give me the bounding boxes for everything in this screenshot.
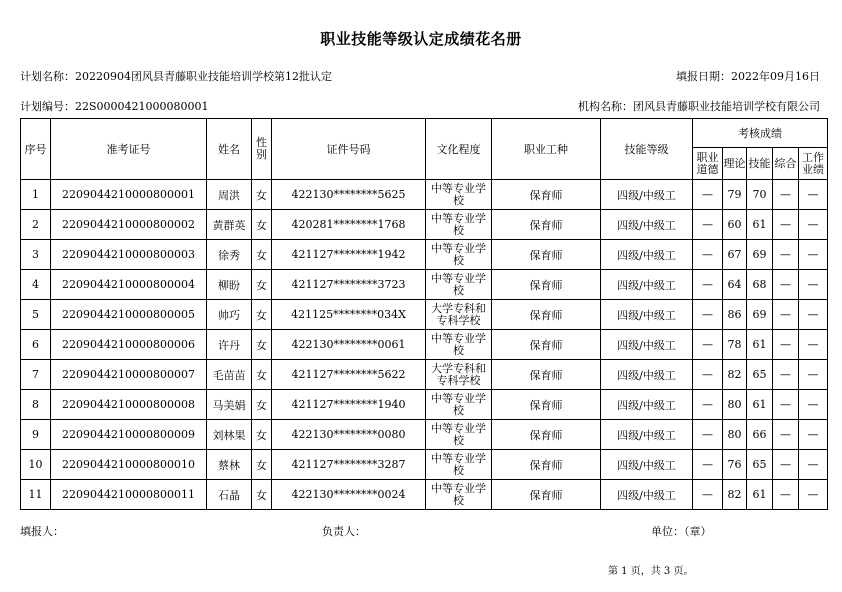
cell-seq: 6	[21, 330, 51, 360]
plan-number: 计划编号：22S000042100008000​1	[20, 100, 209, 113]
cell-education: 中等专业学校	[426, 390, 492, 420]
organization-name: 机构名称：团风县青藤职业技能培训学校有限公司	[578, 100, 820, 113]
cell-gender: 女	[252, 420, 272, 450]
cell-education: 中等专业学校	[426, 210, 492, 240]
cell-work-performance: —	[799, 240, 828, 270]
cell-composite: —	[773, 180, 799, 210]
header-id-number: 证件号码	[272, 119, 426, 180]
cell-skill-level: 四级/中级工	[601, 240, 693, 270]
cell-work-performance: —	[799, 180, 828, 210]
cell-occupation: 保育师	[492, 390, 601, 420]
cell-seq: 9	[21, 420, 51, 450]
cell-composite: —	[773, 360, 799, 390]
cell-work-performance: —	[799, 300, 828, 330]
cell-ethics: —	[693, 300, 723, 330]
table-row	[21, 360, 828, 390]
cell-gender: 女	[252, 180, 272, 210]
cell-occupation: 保育师	[492, 360, 601, 390]
cell-exam-number: 2209044210000800004	[51, 270, 207, 300]
report-date: 填报日期：2022年09月16日	[676, 70, 820, 83]
cell-seq: 1	[21, 180, 51, 210]
table-row	[21, 240, 828, 270]
cell-composite: —	[773, 390, 799, 420]
cell-skill: 61	[747, 210, 773, 240]
cell-theory: 80	[723, 390, 747, 420]
cell-gender: 女	[252, 480, 272, 510]
cell-name: 石晶	[207, 480, 252, 510]
cell-ethics: —	[693, 360, 723, 390]
header-skill-level: 技能等级	[601, 119, 693, 180]
cell-id-number: 421127********3723	[272, 270, 426, 300]
cell-skill-level: 四级/中级工	[601, 480, 693, 510]
table-row	[21, 270, 828, 300]
cell-skill: 66	[747, 420, 773, 450]
cell-work-performance: —	[799, 360, 828, 390]
cell-education: 中等专业学校	[426, 480, 492, 510]
cell-seq: 7	[21, 360, 51, 390]
cell-gender: 女	[252, 330, 272, 360]
cell-composite: —	[773, 450, 799, 480]
cell-skill: 61	[747, 390, 773, 420]
cell-composite: —	[773, 300, 799, 330]
cell-skill: 70	[747, 180, 773, 210]
cell-work-performance: —	[799, 480, 828, 510]
cell-work-performance: —	[799, 330, 828, 360]
cell-skill: 61	[747, 480, 773, 510]
header-assessment-scores: 考核成绩	[693, 119, 828, 148]
unit-seal-label: 单位：（章）	[651, 525, 712, 538]
header-skill: 技能	[747, 148, 773, 180]
cell-skill: 69	[747, 300, 773, 330]
cell-skill-level: 四级/中级工	[601, 210, 693, 240]
cell-name: 蔡林	[207, 450, 252, 480]
cell-id-number: 422130********0024	[272, 480, 426, 510]
cell-education: 中等专业学校	[426, 450, 492, 480]
cell-seq: 4	[21, 270, 51, 300]
cell-education: 中等专业学校	[426, 420, 492, 450]
cell-exam-number: 2209044210000800001	[51, 180, 207, 210]
cell-education: 大学专科和专科学校	[426, 300, 492, 330]
table-row	[21, 300, 828, 330]
cell-ethics: —	[693, 420, 723, 450]
cell-id-number: 420281********1768	[272, 210, 426, 240]
header-education: 文化程度	[426, 119, 492, 180]
cell-exam-number: 2209044210000800006	[51, 330, 207, 360]
cell-education: 大学专科和专科学校	[426, 360, 492, 390]
cell-work-performance: —	[799, 420, 828, 450]
cell-name: 黄群英	[207, 210, 252, 240]
cell-gender: 女	[252, 300, 272, 330]
cell-skill-level: 四级/中级工	[601, 450, 693, 480]
cell-exam-number: 2209044210000800011	[51, 480, 207, 510]
cell-id-number: 422130********0080	[272, 420, 426, 450]
cell-work-performance: —	[799, 390, 828, 420]
cell-ethics: —	[693, 180, 723, 210]
cell-skill-level: 四级/中级工	[601, 360, 693, 390]
table-row	[21, 450, 828, 480]
cell-occupation: 保育师	[492, 480, 601, 510]
cell-skill: 61	[747, 330, 773, 360]
cell-theory: 82	[723, 360, 747, 390]
plan-name: 计划名称：20220904团风县青藤职业技能培训学校第12批认定	[20, 70, 332, 83]
cell-id-number: 421127********5622	[272, 360, 426, 390]
table-row	[21, 390, 828, 420]
cell-gender: 女	[252, 390, 272, 420]
header-composite: 综合	[773, 148, 799, 180]
cell-composite: —	[773, 240, 799, 270]
cell-theory: 82	[723, 480, 747, 510]
cell-gender: 女	[252, 450, 272, 480]
cell-theory: 78	[723, 330, 747, 360]
cell-skill: 69	[747, 240, 773, 270]
cell-work-performance: —	[799, 270, 828, 300]
cell-seq: 2	[21, 210, 51, 240]
cell-seq: 5	[21, 300, 51, 330]
cell-name: 马美娟	[207, 390, 252, 420]
cell-ethics: —	[693, 480, 723, 510]
table-row	[21, 330, 828, 360]
cell-seq: 3	[21, 240, 51, 270]
cell-exam-number: 2209044210000800010	[51, 450, 207, 480]
cell-gender: 女	[252, 360, 272, 390]
cell-exam-number: 2209044210000800008	[51, 390, 207, 420]
cell-skill-level: 四级/中级工	[601, 330, 693, 360]
score-roster-table	[20, 118, 828, 510]
filler-label: 填报人：	[20, 525, 64, 538]
header-theory: 理论	[723, 148, 747, 180]
cell-ethics: —	[693, 390, 723, 420]
cell-skill-level: 四级/中级工	[601, 390, 693, 420]
cell-ethics: —	[693, 450, 723, 480]
document-title: 职业技能等级认定成绩花名册	[320, 30, 522, 48]
table-row	[21, 180, 828, 210]
cell-ethics: —	[693, 240, 723, 270]
cell-composite: —	[773, 210, 799, 240]
cell-exam-number: 2209044210000800003	[51, 240, 207, 270]
cell-occupation: 保育师	[492, 450, 601, 480]
cell-exam-number: 2209044210000800005	[51, 300, 207, 330]
cell-exam-number: 2209044210000800002	[51, 210, 207, 240]
table-row	[21, 420, 828, 450]
cell-name: 周洪	[207, 180, 252, 210]
cell-id-number: 422130********0061	[272, 330, 426, 360]
table-row	[21, 480, 828, 510]
cell-education: 中等专业学校	[426, 330, 492, 360]
cell-theory: 80	[723, 420, 747, 450]
cell-seq: 11	[21, 480, 51, 510]
cell-education: 中等专业学校	[426, 180, 492, 210]
cell-name: 毛苗苗	[207, 360, 252, 390]
cell-skill: 65	[747, 450, 773, 480]
cell-composite: —	[773, 480, 799, 510]
cell-skill: 68	[747, 270, 773, 300]
cell-composite: —	[773, 420, 799, 450]
cell-name: 帅巧	[207, 300, 252, 330]
cell-gender: 女	[252, 210, 272, 240]
cell-theory: 76	[723, 450, 747, 480]
cell-id-number: 421127********1942	[272, 240, 426, 270]
table-row	[21, 210, 828, 240]
cell-gender: 女	[252, 270, 272, 300]
cell-exam-number: 2209044210000800009	[51, 420, 207, 450]
cell-name: 柳盼	[207, 270, 252, 300]
cell-name: 徐秀	[207, 240, 252, 270]
cell-skill-level: 四级/中级工	[601, 270, 693, 300]
cell-theory: 60	[723, 210, 747, 240]
cell-skill-level: 四级/中级工	[601, 300, 693, 330]
cell-gender: 女	[252, 240, 272, 270]
cell-occupation: 保育师	[492, 330, 601, 360]
cell-id-number: 422130********5625	[272, 180, 426, 210]
cell-skill: 65	[747, 360, 773, 390]
cell-occupation: 保育师	[492, 180, 601, 210]
cell-occupation: 保育师	[492, 420, 601, 450]
cell-id-number: 421125********034X	[272, 300, 426, 330]
cell-theory: 64	[723, 270, 747, 300]
cell-occupation: 保育师	[492, 270, 601, 300]
cell-theory: 67	[723, 240, 747, 270]
cell-skill-level: 四级/中级工	[601, 420, 693, 450]
header-seq: 序号	[21, 119, 51, 180]
cell-work-performance: —	[799, 210, 828, 240]
header-work-performance: 工作业绩	[799, 148, 828, 180]
header-name: 姓名	[207, 119, 252, 180]
cell-occupation: 保育师	[492, 300, 601, 330]
header-occupation: 职业工种	[492, 119, 601, 180]
cell-composite: —	[773, 270, 799, 300]
cell-skill-level: 四级/中级工	[601, 180, 693, 210]
cell-id-number: 421127********1940	[272, 390, 426, 420]
header-gender: 性别	[252, 119, 272, 180]
header-ethics: 职业道德	[693, 148, 723, 180]
cell-occupation: 保育师	[492, 210, 601, 240]
cell-name: 刘林果	[207, 420, 252, 450]
cell-ethics: —	[693, 210, 723, 240]
cell-education: 中等专业学校	[426, 240, 492, 270]
cell-work-performance: —	[799, 450, 828, 480]
cell-id-number: 421127********3287	[272, 450, 426, 480]
table-body	[21, 180, 828, 510]
page-info: 第 1 页，共 3 页。	[608, 566, 694, 577]
cell-seq: 8	[21, 390, 51, 420]
cell-education: 中等专业学校	[426, 270, 492, 300]
cell-ethics: —	[693, 270, 723, 300]
cell-occupation: 保育师	[492, 240, 601, 270]
responsible-label: 负责人：	[322, 525, 366, 538]
header-exam-number: 准考证号	[51, 119, 207, 180]
cell-name: 许丹	[207, 330, 252, 360]
cell-theory: 79	[723, 180, 747, 210]
cell-exam-number: 2209044210000800007	[51, 360, 207, 390]
cell-ethics: —	[693, 330, 723, 360]
cell-theory: 86	[723, 300, 747, 330]
cell-composite: —	[773, 330, 799, 360]
cell-seq: 10	[21, 450, 51, 480]
